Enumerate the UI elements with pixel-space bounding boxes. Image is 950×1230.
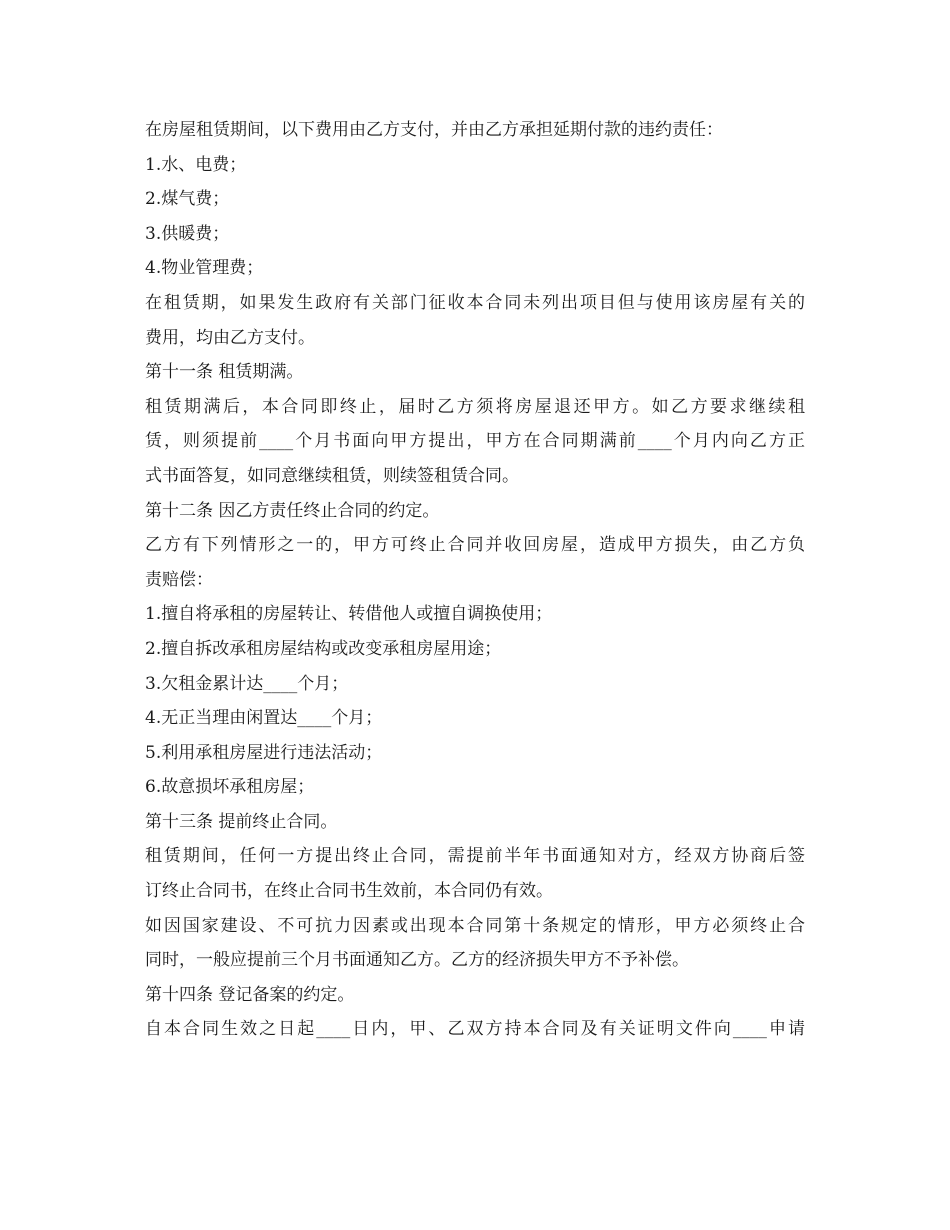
list-item: 6.故意损坏承租房屋；	[145, 777, 315, 798]
list-item: 3.欠租金累计达____个月；	[145, 673, 349, 694]
paragraph-line: 在房屋租赁期间，以下费用由乙方支付，并由乙方承担延期付款的违约责任：	[145, 120, 723, 140]
paragraph-line: 责赔偿：	[145, 569, 213, 590]
list-item: 3.供暖费；	[145, 223, 230, 244]
paragraph-line: 在租赁期，如果发生政府有关部门征收本合同未列出项目但与使用该房屋有关的	[145, 292, 805, 313]
paragraph-line: 同时，一般应提前三个月书面通知乙方。乙方的经济损失甲方不予补偿。	[145, 950, 689, 971]
paragraph-line: 订终止合同书，在终止合同书生效前，本合同仍有效。	[145, 881, 553, 902]
paragraph-line: 赁，则须提前____个月书面向甲方提出，甲方在合同期满前____个月内向乙方正	[145, 431, 805, 452]
section-heading: 第十一条 租赁期满。	[145, 362, 304, 383]
section-heading: 第十三条 提前终止合同。	[145, 811, 338, 832]
document-body	[145, 113, 805, 1047]
list-item: 2.擅自拆改承租房屋结构或改变承租房屋用途；	[145, 638, 502, 659]
list-item: 1.水、电费；	[145, 154, 247, 175]
list-item: 2.煤气费；	[145, 189, 230, 210]
list-item: 5.利用承租房屋进行违法活动；	[145, 742, 383, 763]
section-heading: 第十四条 登记备案的约定。	[145, 984, 355, 1005]
list-item: 4.物业管理费；	[145, 258, 264, 279]
paragraph-line: 租赁期满后，本合同即终止，届时乙方须将房屋退还甲方。如乙方要求继续租	[145, 396, 805, 417]
list-item: 4.无正当理由闲置达____个月；	[145, 708, 383, 729]
section-heading: 第十二条 因乙方责任终止合同的约定。	[145, 500, 440, 521]
paragraph-line: 式书面答复，如同意继续租赁，则续签租赁合同。	[145, 465, 519, 486]
list-item: 1.擅自将承租的房屋转让、转借他人或擅自调换使用；	[145, 604, 553, 625]
paragraph-line: 租赁期间，任何一方提出终止合同，需提前半年书面通知对方，经双方协商后签	[145, 846, 805, 867]
paragraph-line: 乙方有下列情形之一的，甲方可终止合同并收回房屋，造成甲方损失，由乙方负	[145, 535, 805, 556]
paragraph-line: 如因国家建设、不可抗力因素或出现本合同第十条规定的情形，甲方必须终止合	[145, 915, 805, 936]
paragraph-line: 费用，均由乙方支付。	[145, 327, 315, 348]
paragraph-line: 自本合同生效之日起____日内，甲、乙双方持本合同及有关证明文件向____申请	[145, 1019, 805, 1040]
